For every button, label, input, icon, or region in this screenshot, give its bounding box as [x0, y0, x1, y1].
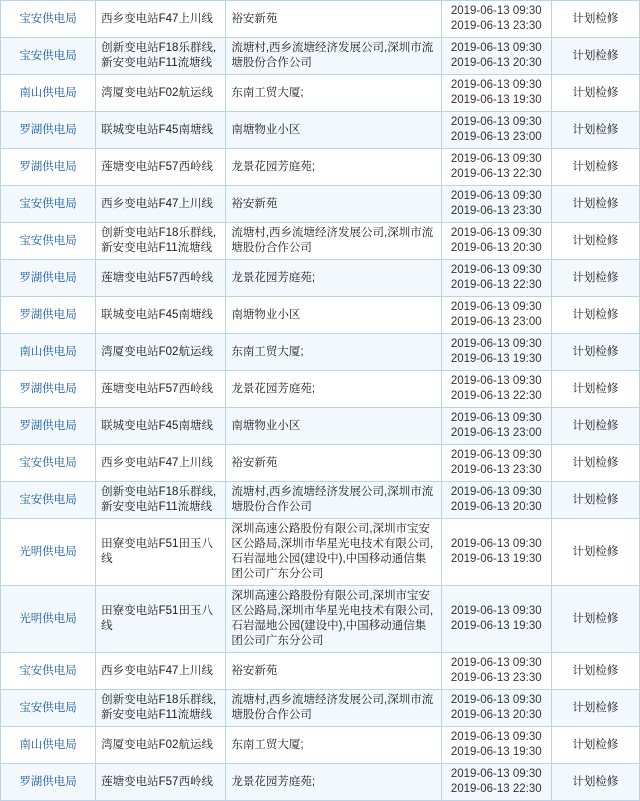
cell-outage-type: 计划检修 [551, 149, 639, 186]
outage-time-end: 2019-06-13 20:30 [450, 501, 542, 513]
cell-outage-type: 计划检修 [551, 38, 639, 75]
outage-time-end: 2019-06-13 20:30 [450, 57, 542, 69]
cell-outage-type: 计划检修 [551, 764, 639, 801]
cell-supply-bureau: 宝安供电局 [1, 38, 96, 75]
cell-line: 田寮变电站F51田玉八线 [96, 519, 226, 586]
cell-outage-time [441, 149, 551, 186]
table-row [1, 297, 640, 334]
cell-supply-bureau: 宝安供电局 [1, 223, 96, 260]
cell-outage-time [441, 38, 551, 75]
outage-time-end: 2019-06-13 23:30 [450, 20, 542, 32]
table-row [1, 764, 640, 801]
cell-supply-bureau: 光明供电局 [1, 519, 96, 586]
outage-time-start: 2019-06-13 09:30 [450, 486, 542, 498]
table-row [1, 75, 640, 112]
cell-outage-type: 计划检修 [551, 653, 639, 690]
outage-time-end: 2019-06-13 22:30 [450, 390, 542, 402]
outage-time-end: 2019-06-13 23:30 [450, 672, 542, 684]
cell-outage-time [441, 586, 551, 653]
cell-supply-bureau: 宝安供电局 [1, 1, 96, 38]
outage-time-end: 2019-06-13 20:30 [450, 709, 542, 721]
outage-time-start: 2019-06-13 09:30 [450, 116, 542, 128]
cell-line: 联城变电站F45南塘线 [96, 112, 226, 149]
table-row [1, 445, 640, 482]
outage-time-start: 2019-06-13 09:30 [450, 42, 542, 54]
outage-time-end: 2019-06-13 23:30 [450, 464, 542, 476]
cell-outage-time [441, 223, 551, 260]
outage-table-body [1, 1, 640, 801]
cell-outage-type: 计划检修 [551, 297, 639, 334]
cell-outage-time [441, 371, 551, 408]
cell-outage-time [441, 1, 551, 38]
outage-time-start: 2019-06-13 09:30 [450, 768, 542, 780]
outage-time-end: 2019-06-13 23:30 [450, 205, 542, 217]
cell-outage-area: 裕安新苑 [226, 186, 441, 223]
cell-outage-time [441, 334, 551, 371]
cell-supply-bureau: 罗湖供电局 [1, 297, 96, 334]
cell-outage-area: 东南工贸大厦; [226, 75, 441, 112]
outage-time-start: 2019-06-13 09:30 [450, 190, 542, 202]
cell-supply-bureau: 罗湖供电局 [1, 112, 96, 149]
table-row [1, 223, 640, 260]
cell-line: 联城变电站F45南塘线 [96, 297, 226, 334]
outage-time-end: 2019-06-13 22:30 [450, 279, 542, 291]
cell-supply-bureau: 南山供电局 [1, 727, 96, 764]
outage-time-end: 2019-06-13 19:30 [450, 746, 542, 758]
cell-line: 西乡变电站F47上川线 [96, 186, 226, 223]
outage-time-end: 2019-06-13 19:30 [450, 620, 542, 632]
cell-outage-area: 东南工贸大厦; [226, 334, 441, 371]
cell-line: 创新变电站F18乐群线,新安变电站F11流塘线 [96, 38, 226, 75]
cell-line: 联城变电站F45南塘线 [96, 408, 226, 445]
cell-outage-area: 流塘村,西乡流塘经济发展公司,深圳市流塘股份合作公司 [226, 223, 441, 260]
outage-time-start: 2019-06-13 09:30 [450, 5, 542, 17]
cell-outage-time [441, 186, 551, 223]
table-row [1, 519, 640, 586]
cell-outage-area: 南塘物业小区 [226, 297, 441, 334]
outage-time-end: 2019-06-13 22:30 [450, 168, 542, 180]
cell-outage-type: 计划检修 [551, 408, 639, 445]
cell-outage-time [441, 727, 551, 764]
outage-time-start: 2019-06-13 09:30 [450, 538, 542, 550]
cell-outage-area: 龙景花园芳庭苑; [226, 764, 441, 801]
cell-outage-type: 计划检修 [551, 586, 639, 653]
cell-line: 莲塘变电站F57西岭线 [96, 260, 226, 297]
outage-time-end: 2019-06-13 23:00 [450, 316, 542, 328]
outage-time-start: 2019-06-13 09:30 [450, 375, 542, 387]
table-row [1, 408, 640, 445]
cell-outage-type: 计划检修 [551, 112, 639, 149]
cell-supply-bureau: 宝安供电局 [1, 653, 96, 690]
cell-outage-area: 南塘物业小区 [226, 408, 441, 445]
cell-line: 创新变电站F18乐群线,新安变电站F11流塘线 [96, 482, 226, 519]
table-row [1, 727, 640, 764]
cell-outage-area: 龙景花园芳庭苑; [226, 371, 441, 408]
table-row [1, 690, 640, 727]
outage-time-end: 2019-06-13 19:30 [450, 553, 542, 565]
outage-time-start: 2019-06-13 09:30 [450, 605, 542, 617]
cell-outage-type: 计划检修 [551, 690, 639, 727]
outage-time-end: 2019-06-13 23:00 [450, 131, 542, 143]
outage-time-end: 2019-06-13 19:30 [450, 94, 542, 106]
cell-outage-area: 东南工贸大厦; [226, 727, 441, 764]
cell-outage-time [441, 112, 551, 149]
cell-outage-area: 南塘物业小区 [226, 112, 441, 149]
cell-outage-type: 计划检修 [551, 445, 639, 482]
table-row [1, 653, 640, 690]
outage-time-start: 2019-06-13 09:30 [450, 264, 542, 276]
cell-outage-area: 深圳高速公路股份有限公司,深圳市宝安区公路局,深圳市华星光电技术有限公司,石岩湿地公园(建设中),中国移动通信集团公司广东分公司 [226, 586, 441, 653]
table-row [1, 1, 640, 38]
cell-outage-time [441, 690, 551, 727]
cell-outage-area: 流塘村,西乡流塘经济发展公司,深圳市流塘股份合作公司 [226, 38, 441, 75]
cell-line: 莲塘变电站F57西岭线 [96, 764, 226, 801]
cell-outage-type: 计划检修 [551, 727, 639, 764]
cell-outage-area: 裕安新苑 [226, 653, 441, 690]
cell-outage-type: 计划检修 [551, 482, 639, 519]
outage-time-start: 2019-06-13 09:30 [450, 449, 542, 461]
cell-outage-area: 裕安新苑 [226, 445, 441, 482]
cell-outage-area: 流塘村,西乡流塘经济发展公司,深圳市流塘股份合作公司 [226, 482, 441, 519]
cell-outage-type: 计划检修 [551, 260, 639, 297]
cell-supply-bureau: 光明供电局 [1, 586, 96, 653]
cell-supply-bureau: 宝安供电局 [1, 445, 96, 482]
outage-time-start: 2019-06-13 09:30 [450, 412, 542, 424]
cell-supply-bureau: 罗湖供电局 [1, 149, 96, 186]
cell-outage-type: 计划检修 [551, 1, 639, 38]
outage-time-end: 2019-06-13 23:00 [450, 427, 542, 439]
cell-supply-bureau: 南山供电局 [1, 75, 96, 112]
cell-outage-time [441, 75, 551, 112]
cell-outage-type: 计划检修 [551, 223, 639, 260]
cell-supply-bureau: 宝安供电局 [1, 482, 96, 519]
outage-time-start: 2019-06-13 09:30 [450, 227, 542, 239]
cell-outage-time [441, 764, 551, 801]
cell-outage-type: 计划检修 [551, 519, 639, 586]
cell-line: 西乡变电站F47上川线 [96, 653, 226, 690]
cell-outage-time [441, 297, 551, 334]
cell-line: 莲塘变电站F57西岭线 [96, 371, 226, 408]
table-row [1, 260, 640, 297]
outage-time-start: 2019-06-13 09:30 [450, 694, 542, 706]
outage-time-start: 2019-06-13 09:30 [450, 731, 542, 743]
cell-line: 湾厦变电站F02航运线 [96, 75, 226, 112]
outage-time-start: 2019-06-13 09:30 [450, 338, 542, 350]
outage-time-end: 2019-06-13 20:30 [450, 242, 542, 254]
cell-outage-type: 计划检修 [551, 371, 639, 408]
outage-time-end: 2019-06-13 22:30 [450, 783, 542, 795]
cell-outage-area: 深圳高速公路股份有限公司,深圳市宝安区公路局,深圳市华星光电技术有限公司,石岩湿地公园(建设中),中国移动通信集团公司广东分公司 [226, 519, 441, 586]
cell-supply-bureau: 罗湖供电局 [1, 764, 96, 801]
outage-time-start: 2019-06-13 09:30 [450, 153, 542, 165]
cell-supply-bureau: 罗湖供电局 [1, 371, 96, 408]
cell-outage-area: 裕安新苑 [226, 1, 441, 38]
cell-line: 创新变电站F18乐群线,新安变电站F11流塘线 [96, 223, 226, 260]
outage-time-start: 2019-06-13 09:30 [450, 79, 542, 91]
table-row [1, 371, 640, 408]
table-row [1, 334, 640, 371]
cell-line: 西乡变电站F47上川线 [96, 1, 226, 38]
table-row [1, 186, 640, 223]
cell-line: 田寮变电站F51田玉八线 [96, 586, 226, 653]
cell-line: 莲塘变电站F57西岭线 [96, 149, 226, 186]
outage-time-start: 2019-06-13 09:30 [450, 657, 542, 669]
cell-outage-area: 龙景花园芳庭苑; [226, 260, 441, 297]
cell-supply-bureau: 南山供电局 [1, 334, 96, 371]
cell-supply-bureau: 宝安供电局 [1, 186, 96, 223]
cell-outage-type: 计划检修 [551, 186, 639, 223]
cell-line: 湾厦变电站F02航运线 [96, 727, 226, 764]
cell-outage-area: 龙景花园芳庭苑; [226, 149, 441, 186]
outage-time-end: 2019-06-13 19:30 [450, 353, 542, 365]
table-row [1, 149, 640, 186]
cell-outage-time [441, 653, 551, 690]
cell-line: 西乡变电站F47上川线 [96, 445, 226, 482]
cell-line: 湾厦变电站F02航运线 [96, 334, 226, 371]
cell-outage-type: 计划检修 [551, 334, 639, 371]
table-row [1, 38, 640, 75]
table-row [1, 112, 640, 149]
cell-outage-time [441, 519, 551, 586]
cell-outage-time [441, 408, 551, 445]
cell-line: 创新变电站F18乐群线,新安变电站F11流塘线 [96, 690, 226, 727]
cell-outage-time [441, 260, 551, 297]
cell-outage-time [441, 482, 551, 519]
outage-time-start: 2019-06-13 09:30 [450, 301, 542, 313]
cell-outage-type: 计划检修 [551, 75, 639, 112]
cell-outage-area: 流塘村,西乡流塘经济发展公司,深圳市流塘股份合作公司 [226, 690, 441, 727]
table-row [1, 482, 640, 519]
cell-supply-bureau: 宝安供电局 [1, 690, 96, 727]
cell-supply-bureau: 罗湖供电局 [1, 408, 96, 445]
cell-outage-time [441, 445, 551, 482]
cell-supply-bureau: 罗湖供电局 [1, 260, 96, 297]
table-row [1, 586, 640, 653]
